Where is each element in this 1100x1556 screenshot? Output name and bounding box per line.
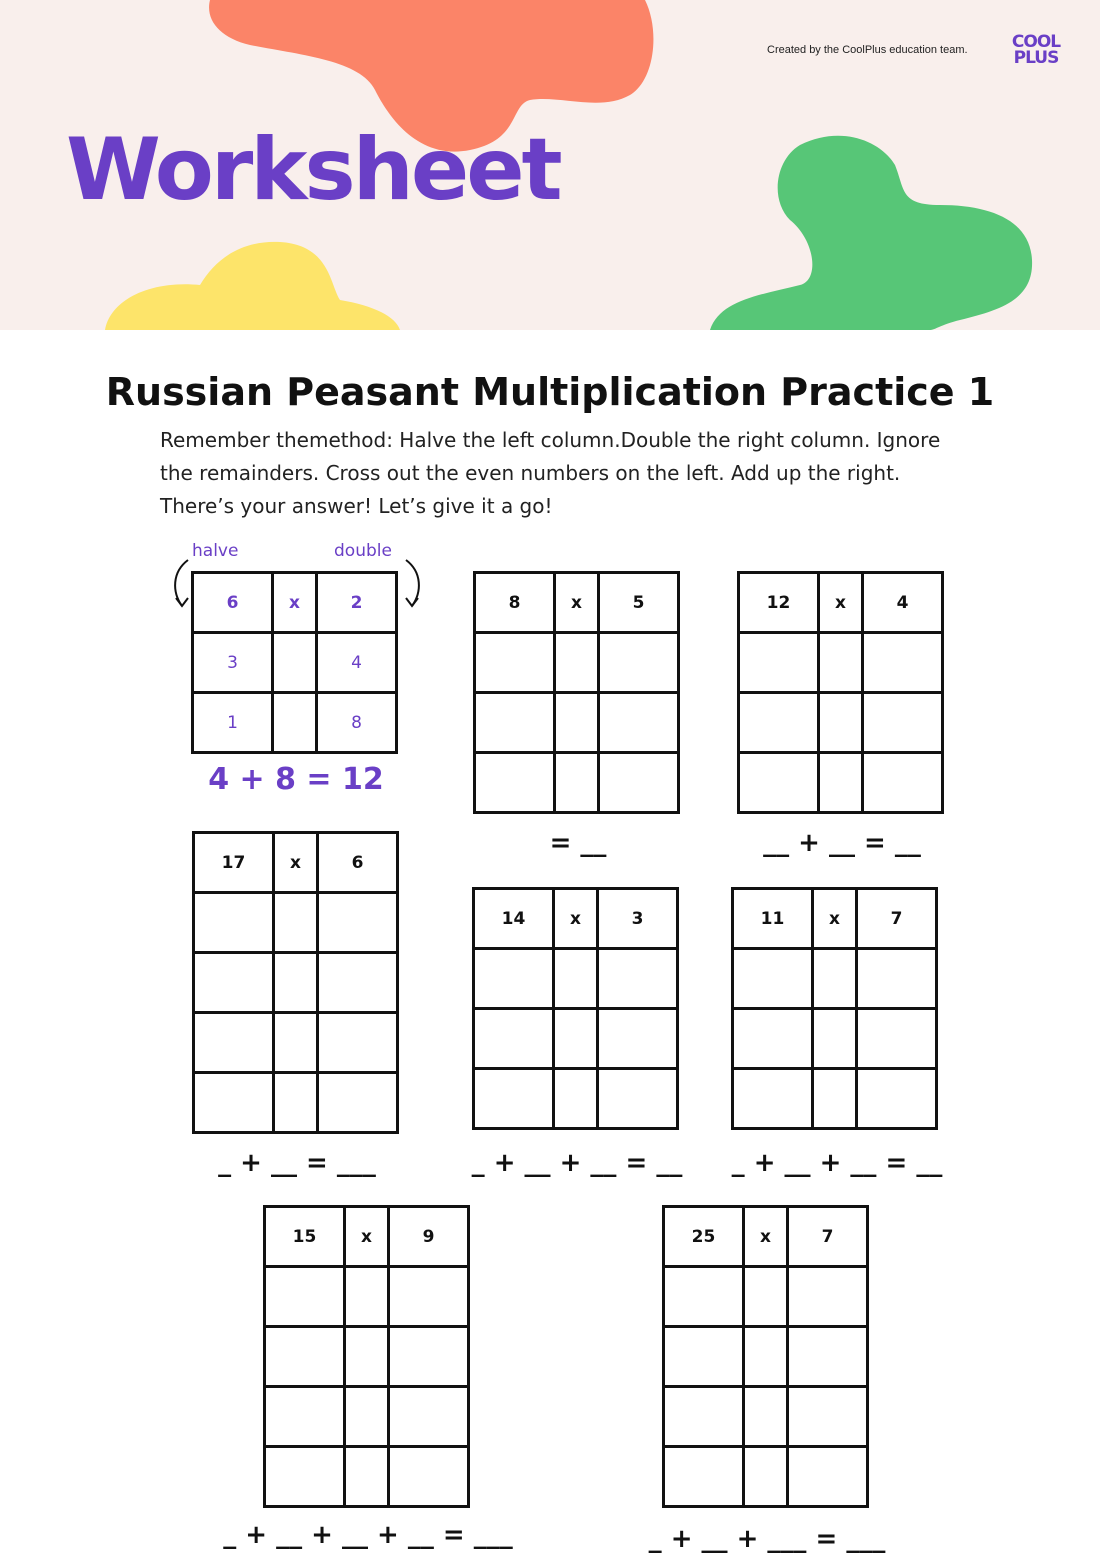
worksheet-title: Russian Peasant Multiplication Practice 1 — [105, 370, 995, 414]
blank-cell[interactable] — [863, 693, 943, 753]
blank-cell[interactable] — [664, 1327, 744, 1387]
blank-cell[interactable] — [194, 953, 274, 1013]
blank-cell[interactable] — [744, 1267, 788, 1327]
grid-cell: x — [744, 1207, 788, 1267]
grid-cell: x — [555, 573, 599, 633]
problem-answer-7: _ + __ + ___ = ___ — [648, 1524, 886, 1554]
grid-row — [733, 1069, 937, 1129]
blank-cell[interactable] — [389, 1327, 469, 1387]
grid-row — [193, 633, 397, 693]
grid-cell: 9 — [389, 1207, 469, 1267]
grid-row — [739, 693, 943, 753]
grid-row — [475, 573, 679, 633]
blank-cell[interactable] — [788, 1327, 868, 1387]
grid-cell: 4 — [317, 633, 397, 693]
blank-cell[interactable] — [598, 949, 678, 1009]
grid-cell: x — [813, 889, 857, 949]
blank-cell[interactable] — [274, 893, 318, 953]
blank-cell[interactable] — [739, 633, 819, 693]
problem-grid-2 — [737, 571, 944, 814]
left-curved-arrow-icon — [175, 560, 188, 606]
problem-answer-4: _ + __ + __ = __ — [471, 1148, 683, 1178]
blank-cell[interactable] — [857, 1009, 937, 1069]
problem-answer-3: _ + __ = ___ — [218, 1148, 376, 1178]
problem-grid-3 — [192, 831, 399, 1134]
grid-cell — [273, 633, 317, 693]
grid-cell: 8 — [317, 693, 397, 753]
grid-row — [733, 889, 937, 949]
blank-cell[interactable] — [265, 1447, 345, 1507]
blank-cell[interactable] — [555, 753, 599, 813]
blank-cell[interactable] — [599, 753, 679, 813]
blank-cell[interactable] — [475, 693, 555, 753]
blank-cell[interactable] — [744, 1447, 788, 1507]
blank-cell[interactable] — [345, 1267, 389, 1327]
blank-cell[interactable] — [475, 633, 555, 693]
blank-cell[interactable] — [345, 1387, 389, 1447]
grid-cell: 5 — [599, 573, 679, 633]
blank-cell[interactable] — [857, 1069, 937, 1129]
grid-cell: 14 — [474, 889, 554, 949]
blank-cell[interactable] — [474, 949, 554, 1009]
blank-cell[interactable] — [194, 893, 274, 953]
blank-cell[interactable] — [318, 953, 398, 1013]
grid-cell — [273, 693, 317, 753]
blank-cell[interactable] — [813, 1069, 857, 1129]
grid-row — [194, 893, 398, 953]
grid-cell: 6 — [193, 573, 273, 633]
blank-cell[interactable] — [599, 693, 679, 753]
grid-row — [474, 1069, 678, 1129]
blank-cell[interactable] — [318, 893, 398, 953]
blank-cell[interactable] — [555, 693, 599, 753]
grid-cell: 25 — [664, 1207, 744, 1267]
blank-cell[interactable] — [274, 1073, 318, 1133]
blank-cell[interactable] — [345, 1447, 389, 1507]
blank-cell[interactable] — [733, 949, 813, 1009]
blank-cell[interactable] — [389, 1387, 469, 1447]
blank-cell[interactable] — [733, 1069, 813, 1129]
blank-cell[interactable] — [194, 1013, 274, 1073]
grid-row — [475, 633, 679, 693]
grid-row — [474, 1009, 678, 1069]
blank-cell[interactable] — [599, 633, 679, 693]
grid-row — [194, 833, 398, 893]
problem-grid-5 — [731, 887, 938, 1130]
blank-cell[interactable] — [475, 753, 555, 813]
blank-cell[interactable] — [813, 1009, 857, 1069]
example-answer: 4 + 8 = 12 — [208, 762, 384, 797]
blank-cell[interactable] — [318, 1073, 398, 1133]
blank-cell[interactable] — [274, 953, 318, 1013]
grid-cell: x — [273, 573, 317, 633]
problem-answer-2: __ + __ = __ — [763, 828, 921, 858]
grid-row — [733, 949, 937, 1009]
grid-row — [265, 1207, 469, 1267]
grid-row — [193, 573, 397, 633]
blank-cell[interactable] — [739, 693, 819, 753]
blank-cell[interactable] — [664, 1387, 744, 1447]
grid-row — [474, 889, 678, 949]
double-label: double — [334, 541, 392, 561]
grid-row — [733, 1009, 937, 1069]
blank-cell[interactable] — [345, 1327, 389, 1387]
grid-row — [664, 1387, 868, 1447]
problem-grid-6 — [263, 1205, 470, 1508]
grid-row — [194, 953, 398, 1013]
grid-cell: 11 — [733, 889, 813, 949]
blank-cell[interactable] — [857, 949, 937, 1009]
logo-line-plus: PLUS — [1013, 48, 1059, 68]
blank-cell[interactable] — [389, 1447, 469, 1507]
blank-cell[interactable] — [788, 1387, 868, 1447]
grid-cell: 6 — [318, 833, 398, 893]
blank-cell[interactable] — [739, 753, 819, 813]
halve-label: halve — [192, 541, 239, 561]
blank-cell[interactable] — [819, 753, 863, 813]
blank-cell[interactable] — [554, 1069, 598, 1129]
blank-cell[interactable] — [813, 949, 857, 1009]
grid-row — [194, 1013, 398, 1073]
grid-cell: 12 — [739, 573, 819, 633]
grid-cell: 3 — [598, 889, 678, 949]
blank-cell[interactable] — [664, 1447, 744, 1507]
grid-cell: 15 — [265, 1207, 345, 1267]
blank-cell[interactable] — [474, 1069, 554, 1129]
blank-cell[interactable] — [788, 1267, 868, 1327]
grid-row — [739, 753, 943, 813]
blank-cell[interactable] — [265, 1327, 345, 1387]
blank-cell[interactable] — [819, 633, 863, 693]
problem-grid-4 — [472, 887, 679, 1130]
grid-cell: 1 — [193, 693, 273, 753]
blank-cell[interactable] — [733, 1009, 813, 1069]
grid-row — [664, 1267, 868, 1327]
blank-cell[interactable] — [664, 1267, 744, 1327]
grid-row — [265, 1387, 469, 1447]
grid-cell: x — [274, 833, 318, 893]
blank-cell[interactable] — [598, 1069, 678, 1129]
blank-cell[interactable] — [744, 1387, 788, 1447]
grid-cell: 7 — [857, 889, 937, 949]
blank-cell[interactable] — [598, 1009, 678, 1069]
right-curved-arrow-icon — [406, 560, 419, 606]
blank-cell[interactable] — [788, 1447, 868, 1507]
grid-cell: x — [345, 1207, 389, 1267]
problem-answer-1: = __ — [549, 828, 607, 858]
blank-cell[interactable] — [554, 1009, 598, 1069]
blank-cell[interactable] — [555, 633, 599, 693]
blank-cell[interactable] — [474, 1009, 554, 1069]
blank-cell[interactable] — [265, 1267, 345, 1327]
problem-answer-5: _ + __ + __ = __ — [731, 1148, 943, 1178]
grid-row — [194, 1073, 398, 1133]
problem-grid-7 — [662, 1205, 869, 1508]
grid-row — [265, 1447, 469, 1507]
problem-grid-1 — [473, 571, 680, 814]
grid-row — [265, 1267, 469, 1327]
grid-row — [475, 693, 679, 753]
grid-cell: x — [554, 889, 598, 949]
grid-cell: x — [819, 573, 863, 633]
grid-row — [739, 633, 943, 693]
grid-cell: 17 — [194, 833, 274, 893]
grid-row — [474, 949, 678, 1009]
instructions-text: Remember themethod: Halve the left column.Double the right column. Ignore the remainders. Cross out the even numbers on the left. Add up the right. There’s your answer! Let’s give it a go! — [160, 428, 941, 518]
problem-answer-6: _ + __ + __ + __ = ___ — [223, 1520, 513, 1550]
grid-row — [664, 1447, 868, 1507]
grid-cell: 8 — [475, 573, 555, 633]
blank-cell[interactable] — [744, 1327, 788, 1387]
grid-row — [664, 1327, 868, 1387]
blank-cell[interactable] — [389, 1267, 469, 1327]
grid-row — [664, 1207, 868, 1267]
grid-cell: 7 — [788, 1207, 868, 1267]
blank-cell[interactable] — [274, 1013, 318, 1073]
grid-cell: 4 — [863, 573, 943, 633]
grid-cell: 3 — [193, 633, 273, 693]
blank-cell[interactable] — [863, 633, 943, 693]
blank-cell[interactable] — [554, 949, 598, 1009]
grid-row — [265, 1327, 469, 1387]
blank-cell[interactable] — [265, 1387, 345, 1447]
blank-cell[interactable] — [863, 753, 943, 813]
blank-cell[interactable] — [318, 1013, 398, 1073]
grid-row — [193, 693, 397, 753]
credit-text: Created by the CoolPlus education team. — [767, 44, 968, 56]
grid-row — [739, 573, 943, 633]
blank-cell[interactable] — [819, 693, 863, 753]
grid-cell: 2 — [317, 573, 397, 633]
logo-line-cool: COOL — [1011, 32, 1061, 52]
grid-row — [475, 753, 679, 813]
page-title: Worksheet — [66, 120, 560, 220]
blank-cell[interactable] — [194, 1073, 274, 1133]
example-grid — [191, 571, 398, 754]
